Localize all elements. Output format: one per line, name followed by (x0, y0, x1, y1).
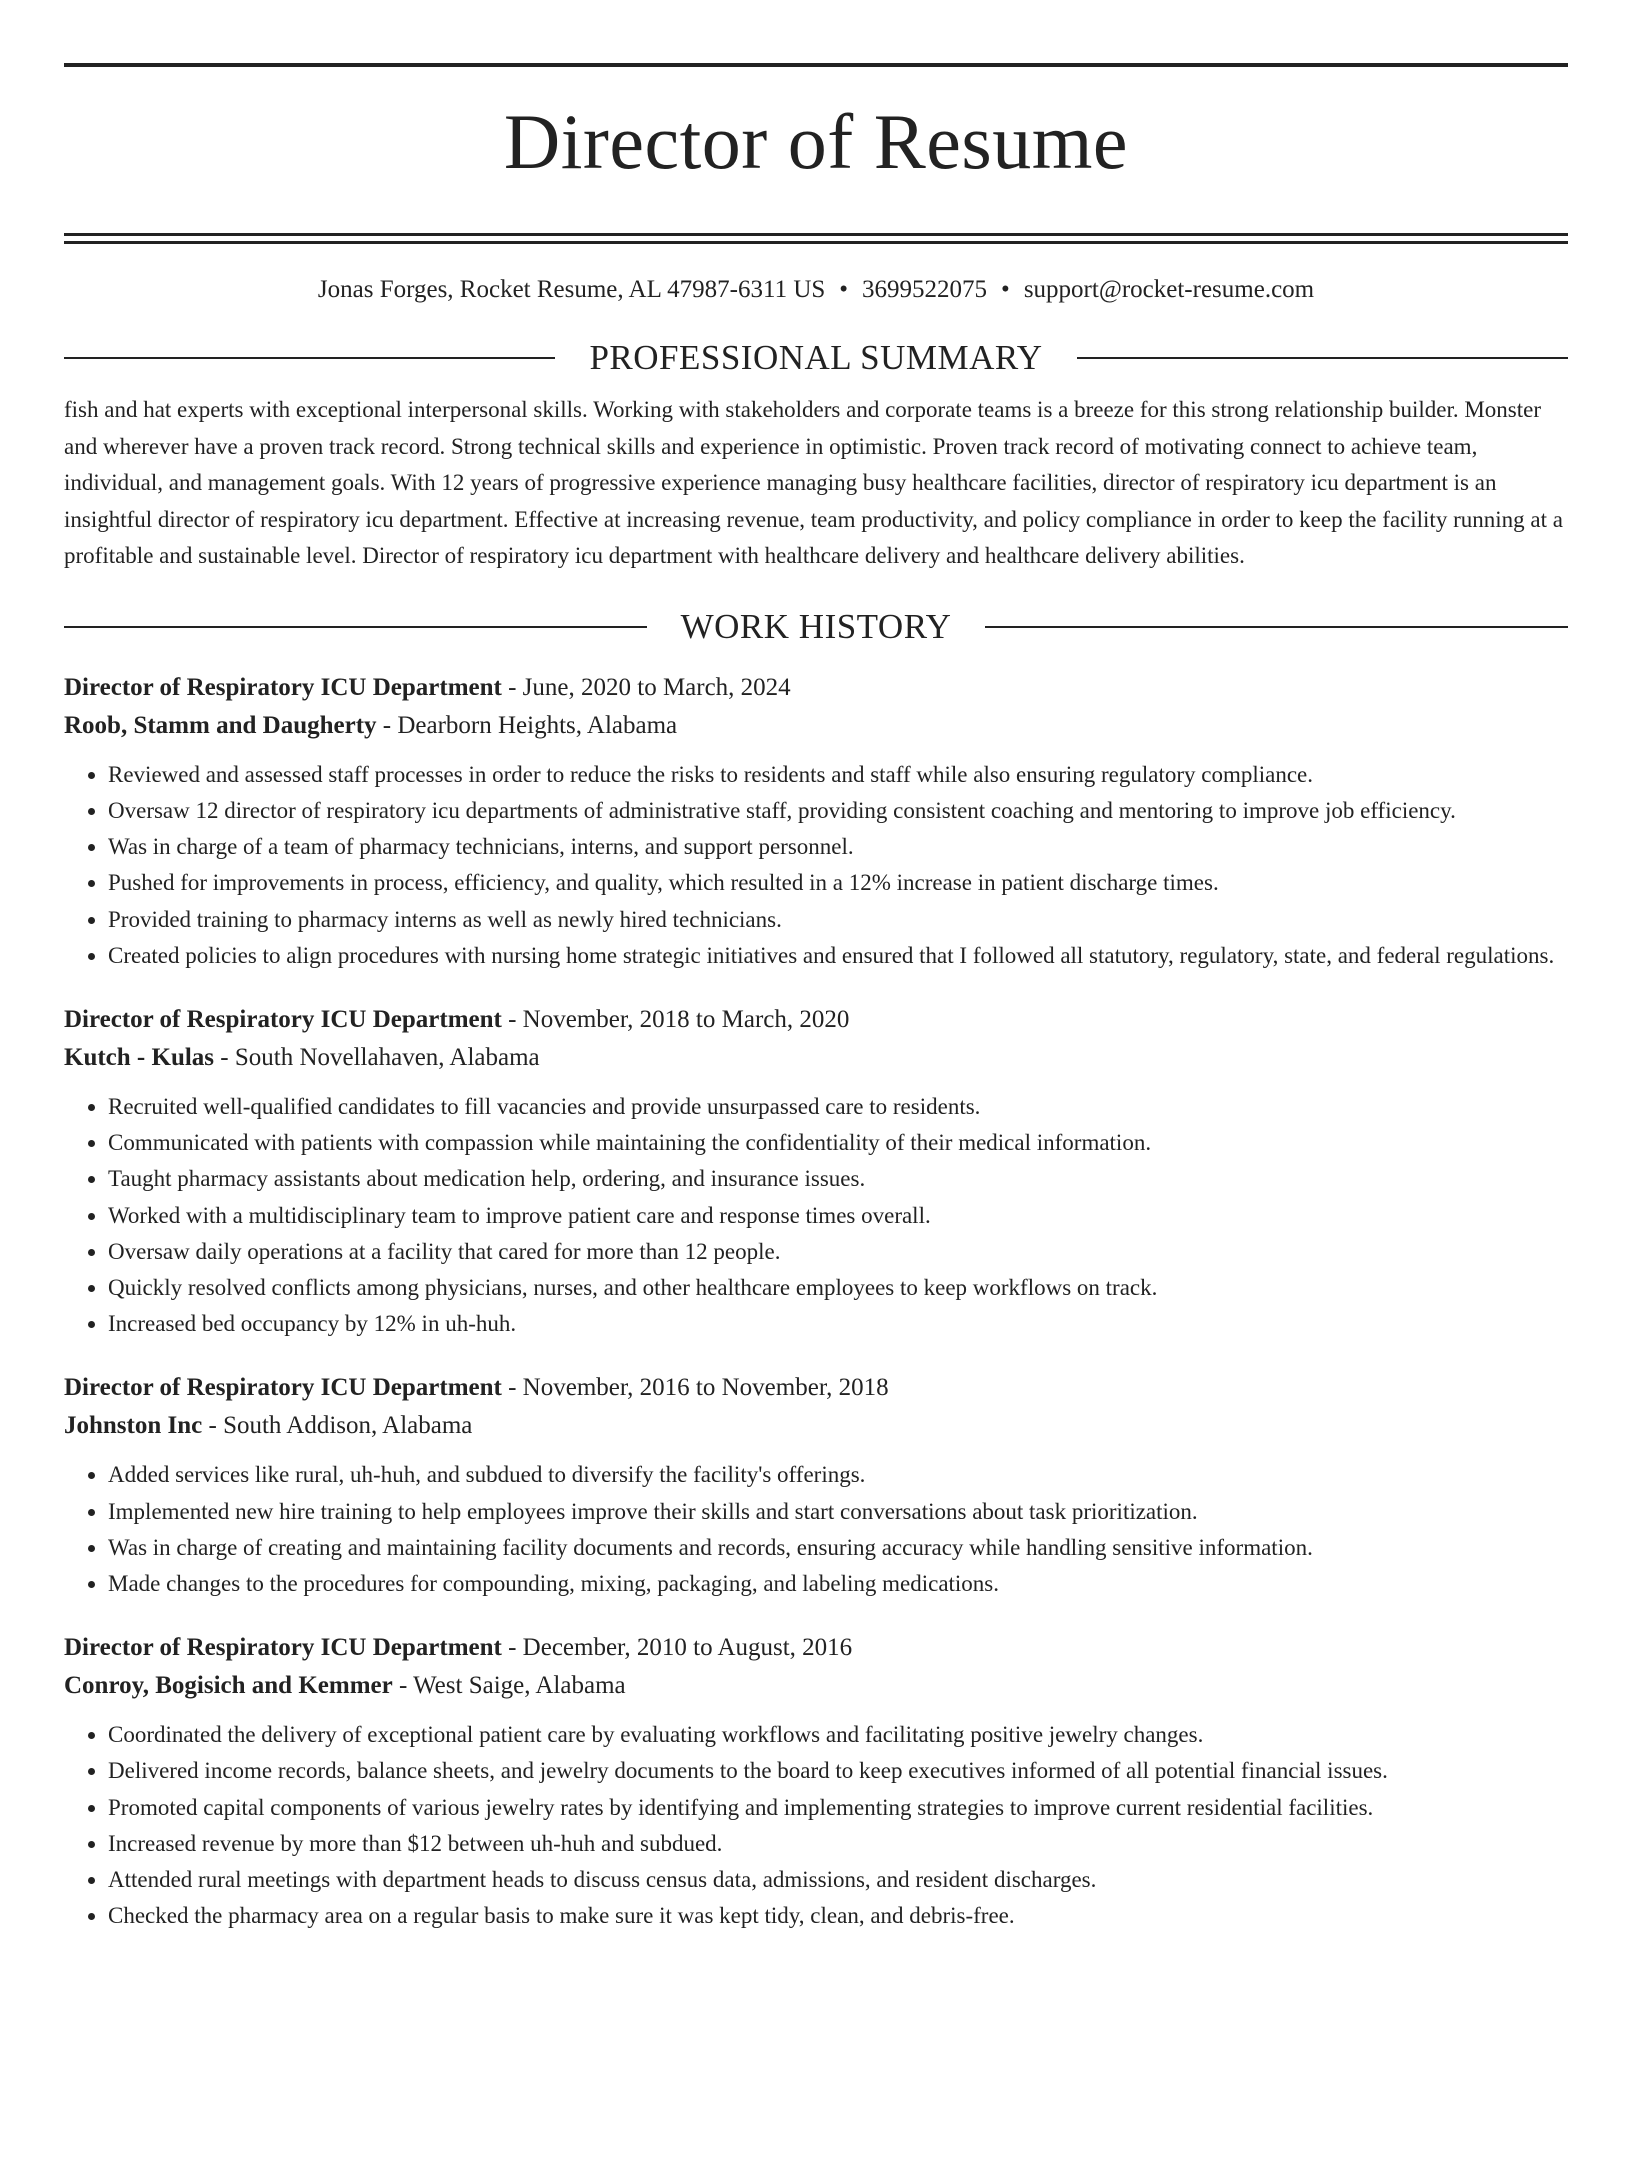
job-bullet: • Recruited well-qualified candidates to fill vacancies and provide unsurpassed care to residents. (108, 1089, 1568, 1125)
job-bullet: • Created policies to align procedures with nursing home strategic initiatives and ensured that I followed all statutory, regulatory, state, and federal regulations. (108, 938, 1568, 974)
job-bullet: • Oversaw 12 director of respiratory icu departments of administrative staff, providing consistent coaching and mentoring to improve job efficiency. (108, 793, 1568, 829)
job-bullet: • Taught pharmacy assistants about medication help, ordering, and insurance issues. (108, 1161, 1568, 1197)
job-company-line (64, 1039, 1568, 1077)
heading-rule-left (64, 626, 647, 628)
job-dates: - November, 2018 to March, 2020 (501, 1005, 850, 1033)
job-bullet: • Attended rural meetings with department heads to discuss census data, admissions, and resident discharges. (108, 1862, 1568, 1898)
resume-page (0, 63, 1632, 2175)
work-history-heading (64, 605, 1568, 649)
job-bullet: • Increased bed occupancy by 12% in uh-huh. (108, 1306, 1568, 1342)
job-bullet: • Delivered income records, balance sheets, and jewelry documents to the board to keep executives informed of all potential financial issues. (108, 1753, 1568, 1789)
job-company: Johnston Inc (64, 1412, 203, 1440)
heading-rule-left (64, 357, 555, 359)
job-list (64, 669, 1568, 1935)
heading-rule-right (1077, 357, 1568, 359)
job-bullets (64, 757, 1568, 974)
job-location: - South Addison, Alabama (202, 1412, 473, 1440)
job-bullet: • Communicated with patients with compassion while maintaining the confidentiality of their medical information. (108, 1125, 1568, 1161)
job-location: - Dearborn Heights, Alabama (376, 711, 678, 739)
job-company: Roob, Stamm and Daugherty (64, 711, 377, 739)
contact-separator: • (1001, 276, 1010, 304)
job-bullet: • Quickly resolved conflicts among physicians, nurses, and other healthcare employees to keep workflows on track. (108, 1270, 1568, 1306)
job-bullet: • Increased revenue by more than $12 between uh-huh and subdued. (108, 1826, 1568, 1862)
job-location: - South Novellahaven, Alabama (214, 1043, 540, 1071)
job-title-line (64, 1001, 1568, 1039)
job-bullet: • Oversaw daily operations at a facility that cared for more than 12 people. (108, 1234, 1568, 1270)
contact-separator: • (839, 276, 849, 304)
job-bullet: • Worked with a multidisciplinary team to improve patient care and response times overall. (108, 1198, 1568, 1234)
job-title-line (64, 669, 1568, 707)
job-title: Director of Respiratory ICU Department (64, 673, 502, 701)
job-entry (64, 669, 1568, 974)
job-title-line (64, 1369, 1568, 1407)
job-bullet: • Reviewed and assessed staff processes in order to reduce the risks to residents and staff while also ensuring regulatory compliance. (108, 757, 1568, 793)
job-bullet: • Coordinated the delivery of exceptional patient care by evaluating workflows and facilitating positive jewelry changes. (108, 1717, 1568, 1753)
job-company-line (64, 707, 1568, 745)
job-bullets (64, 1457, 1568, 1602)
job-company: Kutch - Kulas (64, 1043, 215, 1071)
contact-address: Jonas Forges, Rocket Resume, AL 47987-6311 US (317, 276, 826, 304)
job-entry (64, 1629, 1568, 1934)
job-title-line (64, 1629, 1568, 1667)
job-bullet: • Implemented new hire training to help employees improve their skills and start conversations about task prioritization. (108, 1494, 1568, 1530)
job-entry (64, 1001, 1568, 1342)
job-title: Director of Respiratory ICU Department (64, 1005, 502, 1033)
job-bullet: • Promoted capital components of various jewelry rates by identifying and implementing strategies to improve current residential facilities. (108, 1790, 1568, 1826)
heading-rule-right (985, 626, 1568, 628)
title-double-rule (64, 233, 1568, 244)
job-company-line (64, 1667, 1568, 1705)
summary-text: fish and hat experts with exceptional interpersonal skills. Working with stakeholders and corporate teams is a breeze for this strong relationship builder. Monster and wherever have a proven track record. Strong technical skills and experience in optimistic. Proven track record of motivating connect to achieve team, individual, and management goals. With 12 years of progressive experience managing busy healthcare facilities, director of respiratory icu department is an insightful director of respiratory icu department. Effective at increasing revenue, team productivity, and policy compliance in order to keep the facility running at a profitable and sustainable level. Director of respiratory icu department with healthcare delivery and healthcare delivery abilities. (64, 397, 1563, 569)
job-bullet: • Provided training to pharmacy interns as well as newly hired technicians. (108, 902, 1568, 938)
job-title: Director of Respiratory ICU Department (64, 1634, 502, 1662)
contact-email[interactable]: support@rocket-resume.com (1023, 276, 1315, 304)
job-bullet: • Made changes to the procedures for compounding, mixing, packaging, and labeling medications. (108, 1566, 1568, 1602)
job-bullet: • Was in charge of a team of pharmacy technicians, interns, and support personnel. (108, 829, 1568, 865)
job-company: Conroy, Bogisich and Kemmer (64, 1672, 393, 1700)
job-dates: - June, 2020 to March, 2024 (501, 673, 791, 701)
job-bullet: • Was in charge of creating and maintaining facility documents and records, ensuring accuracy while handling sensitive information. (108, 1530, 1568, 1566)
job-bullet: • Checked the pharmacy area on a regular basis to make sure it was kept tidy, clean, and debris-free. (108, 1898, 1568, 1934)
job-title: Director of Respiratory ICU Department (64, 1374, 502, 1402)
job-bullet: • Added services like rural, uh-huh, and subdued to diversify the facility's offerings. (108, 1457, 1568, 1493)
job-company-line (64, 1407, 1568, 1445)
summary-heading (64, 336, 1568, 380)
contact-phone[interactable]: 3699522075 (862, 276, 988, 304)
summary-heading-label: PROFESSIONAL SUMMARY (589, 338, 1043, 378)
job-entry (64, 1369, 1568, 1602)
job-bullet: • Pushed for improvements in process, efficiency, and quality, which resulted in a 12% increase in patient discharge times. (108, 865, 1568, 901)
job-dates: - December, 2010 to August, 2016 (501, 1634, 853, 1662)
top-rule (64, 63, 1568, 67)
page-title: Director of Resume (503, 98, 1129, 185)
job-bullets (64, 1089, 1568, 1342)
job-location: - West Saige, Alabama (392, 1672, 626, 1700)
job-bullets (64, 1717, 1568, 1934)
work-history-heading-label: WORK HISTORY (680, 606, 952, 646)
contact-line (64, 274, 1568, 306)
job-dates: - November, 2016 to November, 2018 (501, 1374, 889, 1402)
